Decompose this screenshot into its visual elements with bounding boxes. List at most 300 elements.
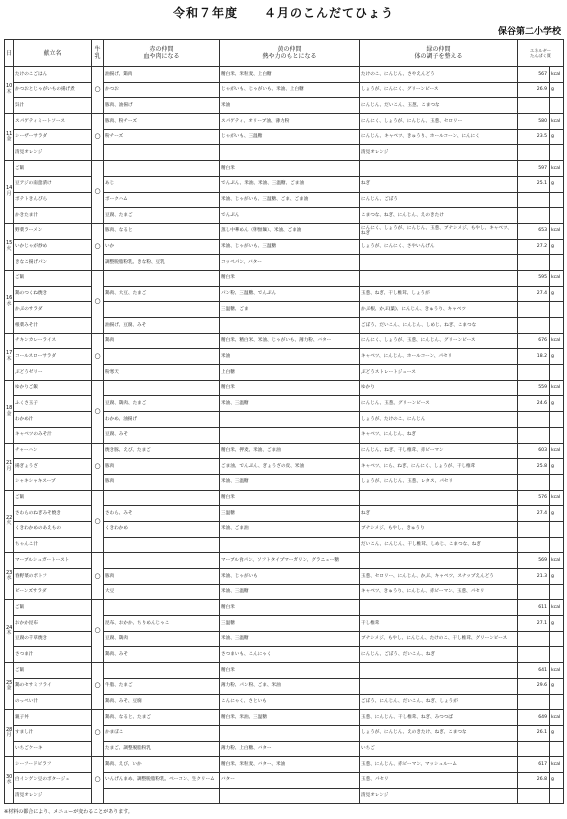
empty-cell xyxy=(518,647,550,663)
protein-unit: g xyxy=(550,286,564,302)
red-group: あじ xyxy=(104,176,220,192)
yellow-group: 精白米 xyxy=(220,270,360,286)
yellow-group: 蒸し中華めん（卵無麺）、米油、ごま油 xyxy=(220,223,360,239)
protein-value: 26.1 xyxy=(518,725,550,741)
protein-unit: g xyxy=(550,239,564,255)
day-cell: 18 金 xyxy=(5,380,14,443)
table-row xyxy=(5,208,564,224)
yellow-group: 上白糖 xyxy=(220,365,360,381)
red-group: 昆布、おかか、ちりめんじゃこ xyxy=(104,616,220,632)
yellow-group: 精白米、米粒麦、バター、米油 xyxy=(220,757,360,773)
green-group: しょうが、にんにく、グリーンピース xyxy=(360,82,518,98)
day-cell: 10 木 xyxy=(5,67,14,114)
green-group: 玉葱、にんじん、干し椎茸、ねぎ、みつつば xyxy=(360,710,518,726)
red-group xyxy=(104,380,220,396)
empty-cell xyxy=(518,365,550,381)
menu-name: スパゲティミートソース xyxy=(14,114,92,130)
green-group: かぶ根、かぶ(葉)、にんじん、きゅうり、キャベツ xyxy=(360,302,518,318)
empty-cell xyxy=(550,694,564,710)
empty-cell xyxy=(550,318,564,334)
day-cell: 22 火 xyxy=(5,490,14,553)
red-group: いか xyxy=(104,239,220,255)
empty-cell xyxy=(518,694,550,710)
table-row xyxy=(5,741,564,757)
empty-cell xyxy=(518,318,550,334)
menu-name: ふくさ玉子 xyxy=(14,396,92,412)
red-group: 鶏肉、なると、たまご xyxy=(104,710,220,726)
menu-name: ちゃんこ汁 xyxy=(14,537,92,553)
red-group: ポークハム xyxy=(104,192,220,208)
day-cell: 11 金 xyxy=(5,114,14,161)
protein-unit: g xyxy=(550,176,564,192)
menu-name: いちごケーキ xyxy=(14,741,92,757)
menu-name: ご飯 xyxy=(14,490,92,506)
menu-name: かぶのサラダ xyxy=(14,302,92,318)
yellow-group: でんぷん、米油、米油、三温糖、ごま油 xyxy=(220,176,360,192)
yellow-group xyxy=(220,725,360,741)
empty-cell xyxy=(550,208,564,224)
table-row xyxy=(5,380,564,396)
protein-unit: g xyxy=(550,459,564,475)
menu-name: 野菜ラーメン xyxy=(14,223,92,239)
menu-name: チャーハン xyxy=(14,443,92,459)
menu-name: きなこ揚げパン xyxy=(14,255,92,271)
green-group: にんじん、ごぼう、だいこん、ねぎ xyxy=(360,647,518,663)
green-group: いちご xyxy=(360,741,518,757)
protein-value: 27.4 xyxy=(518,506,550,522)
milk-mark: ○ xyxy=(92,600,104,663)
header-yellow: 黄の仲間 熱や力のもとになる xyxy=(220,40,360,67)
energy-value: 617 xyxy=(518,757,550,773)
yellow-group: 三温糖 xyxy=(220,616,360,632)
red-group: 豆腐、鶏肉、たまご xyxy=(104,396,220,412)
milk-mark: ○ xyxy=(92,490,104,553)
day-cell: 15 火 xyxy=(5,223,14,270)
yellow-group: 精白米、米油、三温糖 xyxy=(220,710,360,726)
protein-value: 29.6 xyxy=(518,678,550,694)
green-group: こまつな、ねぎ、にんじん、えのきたけ xyxy=(360,208,518,224)
energy-unit: kcal xyxy=(550,161,564,177)
energy-value: 597 xyxy=(518,161,550,177)
menu-name: キャベツのみそ汁 xyxy=(14,427,92,443)
menu-name: すまし汁 xyxy=(14,725,92,741)
red-group: 油揚げ、豆腐、みそ xyxy=(104,318,220,334)
table-row xyxy=(5,506,564,522)
menu-name: ご飯 xyxy=(14,600,92,616)
yellow-group: 米油、三温糖 xyxy=(220,631,360,647)
milk-mark: ○ xyxy=(92,710,104,757)
milk-mark: ○ xyxy=(92,663,104,710)
green-group xyxy=(360,161,518,177)
table-row xyxy=(5,318,564,334)
milk-mark: ○ xyxy=(92,270,104,333)
yellow-group: 精白米 xyxy=(220,663,360,679)
empty-cell xyxy=(518,98,550,114)
protein-value: 23.5 xyxy=(518,129,550,145)
table-row xyxy=(5,631,564,647)
yellow-group xyxy=(220,537,360,553)
energy-value: 559 xyxy=(518,380,550,396)
green-group: にんにく、しょうが、にんじん、玉葱、セロリー xyxy=(360,114,518,130)
red-group: 焼き豚、えび、たまご xyxy=(104,443,220,459)
milk-mark: ○ xyxy=(92,114,104,161)
yellow-group: パン粉、三温糖、でんぷん xyxy=(220,286,360,302)
menu-name: 親子丼 xyxy=(14,710,92,726)
menu-table xyxy=(4,39,564,804)
table-row xyxy=(5,663,564,679)
milk-mark: ○ xyxy=(92,333,104,380)
empty-cell xyxy=(550,145,564,161)
yellow-group: 精白米 xyxy=(220,161,360,177)
energy-unit: kcal xyxy=(550,600,564,616)
day-cell: 17 木 xyxy=(5,333,14,380)
green-group: 玉葱、にんじん、赤ピーマン、マッシュルーム xyxy=(360,757,518,773)
empty-cell xyxy=(518,474,550,490)
green-group: ゆかり xyxy=(360,380,518,396)
table-row xyxy=(5,129,564,145)
green-group: 玉葱、ねぎ、干し椎茸、しょうが xyxy=(360,286,518,302)
red-group xyxy=(104,302,220,318)
table-row xyxy=(5,553,564,569)
table-row xyxy=(5,443,564,459)
header-milk: 牛乳 xyxy=(92,40,104,67)
energy-unit: kcal xyxy=(550,223,564,239)
empty-cell xyxy=(550,788,564,804)
menu-name: 清見オレンジ xyxy=(14,145,92,161)
energy-value: 649 xyxy=(518,710,550,726)
yellow-group: 精白米、押麦、米油、ごま油 xyxy=(220,443,360,459)
green-group: キャベツ、にら、ねぎ、にんにく、しょうが、干し椎茸 xyxy=(360,459,518,475)
green-group: にんじん、キャベツ、きゅうり、ホールコーン、にんにく xyxy=(360,129,518,145)
table-row xyxy=(5,710,564,726)
menu-body xyxy=(5,67,564,804)
red-group: 鶏肉、えび、いか xyxy=(104,757,220,773)
table-row xyxy=(5,333,564,349)
yellow-group: じゃがいも、三温糖 xyxy=(220,129,360,145)
protein-unit: g xyxy=(550,725,564,741)
empty-cell xyxy=(518,631,550,647)
yellow-group: じゃがいも、じゃがいも、米油、上白糖 xyxy=(220,82,360,98)
menu-name: シャキシャキスープ xyxy=(14,474,92,490)
table-row xyxy=(5,474,564,490)
green-group: ごぼう、にんじん、だいこん、ねぎ、しょうが xyxy=(360,694,518,710)
table-row xyxy=(5,412,564,428)
red-group xyxy=(104,161,220,177)
energy-value: 580 xyxy=(518,114,550,130)
day-cell: 23 水 xyxy=(5,553,14,600)
menu-name: わかめ汁 xyxy=(14,412,92,428)
green-group: たけのこ、にんじん、さやえんどう xyxy=(360,67,518,83)
table-row xyxy=(5,678,564,694)
protein-unit: g xyxy=(550,616,564,632)
energy-value: 611 xyxy=(518,600,550,616)
milk-mark: ○ xyxy=(92,553,104,600)
red-group: 豆腐、たまご xyxy=(104,208,220,224)
table-row xyxy=(5,757,564,773)
header-energy: エネルギー たんぱく質 xyxy=(518,40,564,67)
yellow-group: 米油、じゃがいも xyxy=(220,569,360,585)
red-group: 調整脱脂粉乳、きな粉、豆乳 xyxy=(104,255,220,271)
green-group: 玉葱、パセリ xyxy=(360,772,518,788)
empty-cell xyxy=(518,537,550,553)
yellow-group: でんぷん xyxy=(220,208,360,224)
energy-unit: kcal xyxy=(550,67,564,83)
table-row xyxy=(5,286,564,302)
menu-name: シーザーサラダ xyxy=(14,129,92,145)
empty-cell xyxy=(550,584,564,600)
table-row xyxy=(5,584,564,600)
yellow-group: スパゲティ、オリーブ油、薄力粉 xyxy=(220,114,360,130)
green-group: しょうが、にんにく、さやいんげん xyxy=(360,239,518,255)
red-group: 粉チーズ xyxy=(104,129,220,145)
green-group: ブナシメジ、もやし、にんじん、たけのこ、干し椎茸、グリーンピース xyxy=(360,631,518,647)
menu-name: いかじゃが炒め xyxy=(14,239,92,255)
day-cell: 24 木 xyxy=(5,600,14,663)
green-group: ぶどうストレートジュース xyxy=(360,365,518,381)
yellow-group: こんにゃく、さといも xyxy=(220,694,360,710)
menu-name: たけのこごはん xyxy=(14,67,92,83)
energy-unit: kcal xyxy=(550,114,564,130)
menu-name: ぶどうゼリー xyxy=(14,365,92,381)
table-row xyxy=(5,725,564,741)
protein-unit: g xyxy=(550,678,564,694)
header-day: 日 xyxy=(5,40,14,67)
green-group xyxy=(360,663,518,679)
menu-name: ポテトきんぴら xyxy=(14,192,92,208)
table-row xyxy=(5,537,564,553)
energy-value: 653 xyxy=(518,223,550,239)
yellow-group xyxy=(220,427,360,443)
energy-value: 641 xyxy=(518,663,550,679)
empty-cell xyxy=(550,365,564,381)
energy-unit: kcal xyxy=(550,757,564,773)
header-green: 緑の仲間 体の調子を整える xyxy=(360,40,518,67)
red-group: 豆腐、鶏肉 xyxy=(104,631,220,647)
menu-name: 春野菜のポトフ xyxy=(14,569,92,585)
table-row xyxy=(5,145,564,161)
empty-cell xyxy=(550,98,564,114)
table-row xyxy=(5,176,564,192)
yellow-group xyxy=(220,145,360,161)
green-group: ねぎ xyxy=(360,176,518,192)
empty-cell xyxy=(518,192,550,208)
empty-cell xyxy=(518,302,550,318)
table-row xyxy=(5,396,564,412)
empty-cell xyxy=(518,427,550,443)
empty-cell xyxy=(550,647,564,663)
milk-mark: ○ xyxy=(92,443,104,490)
header-menu: 献立名 xyxy=(14,40,92,67)
empty-cell xyxy=(550,412,564,428)
green-group xyxy=(360,270,518,286)
green-group: にんじん、ねぎ、干し椎茸、赤ピーマン xyxy=(360,443,518,459)
green-group: 玉葱、セロリー、にんじん、かぶ、キャベツ、スナップえんどう xyxy=(360,569,518,585)
table-row xyxy=(5,239,564,255)
menu-name: 鶏のつくね焼き xyxy=(14,286,92,302)
empty-cell xyxy=(550,537,564,553)
red-group: かまぼこ xyxy=(104,725,220,741)
energy-unit: kcal xyxy=(550,490,564,506)
table-row xyxy=(5,161,564,177)
table-row xyxy=(5,255,564,271)
yellow-group: 三温糖 xyxy=(220,506,360,522)
green-group: にんじん、だいこん、玉葱、こまつな xyxy=(360,98,518,114)
protein-value: 18.2 xyxy=(518,349,550,365)
empty-cell xyxy=(550,521,564,537)
empty-cell xyxy=(550,192,564,208)
table-row xyxy=(5,569,564,585)
yellow-group: 精白米 xyxy=(220,600,360,616)
red-group: 豚肉、油揚げ xyxy=(104,98,220,114)
yellow-group: 米油 xyxy=(220,349,360,365)
red-group: いんげんまめ、調整脱脂粉乳、ベーコン、生クリーム xyxy=(104,772,220,788)
red-group: 豚肉、なると xyxy=(104,223,220,239)
red-group xyxy=(104,349,220,365)
table-row xyxy=(5,490,564,506)
energy-value: 576 xyxy=(518,490,550,506)
red-group: 牛脂、たまご xyxy=(104,678,220,694)
yellow-group: コッペパン、バター xyxy=(220,255,360,271)
page-title: 令和７年度 ４月のこんだてひょう xyxy=(172,6,394,20)
protein-unit: g xyxy=(550,569,564,585)
empty-cell xyxy=(518,145,550,161)
energy-unit: kcal xyxy=(550,663,564,679)
energy-value: 567 xyxy=(518,67,550,83)
table-row xyxy=(5,302,564,318)
menu-name: ご飯 xyxy=(14,161,92,177)
energy-value: 595 xyxy=(518,270,550,286)
day-cell: 25 金 xyxy=(5,663,14,710)
menu-name: さつま汁 xyxy=(14,647,92,663)
green-group: キャベツ、きゅうり、にんじん、赤ピーマン、玉葱、パセリ xyxy=(360,584,518,600)
green-group: キャベツ、にんじん、ホールコーン、パセリ xyxy=(360,349,518,365)
menu-name: 根菜みそ汁 xyxy=(14,318,92,334)
protein-value: 26.8 xyxy=(518,772,550,788)
empty-cell xyxy=(550,427,564,443)
red-group: 鶏肉、みそ xyxy=(104,647,220,663)
energy-unit: kcal xyxy=(550,553,564,569)
milk-mark: ○ xyxy=(92,67,104,114)
table-row xyxy=(5,114,564,130)
menu-name: チキンカレーライス xyxy=(14,333,92,349)
red-group: 豚肉 xyxy=(104,569,220,585)
table-row xyxy=(5,616,564,632)
yellow-group: 薄力粉、パン粉、ごま、米油 xyxy=(220,678,360,694)
menu-name: かきたま汁 xyxy=(14,208,92,224)
protein-unit: g xyxy=(550,82,564,98)
yellow-group: 米油、三温糖 xyxy=(220,584,360,600)
menu-name: かつおとじゃがいもの揚げ煮 xyxy=(14,82,92,98)
yellow-group: 精白米、米粒麦、上白糖 xyxy=(220,67,360,83)
yellow-group: 精白米 xyxy=(220,490,360,506)
day-cell: 28 月 xyxy=(5,710,14,757)
yellow-group: 三温糖、ごま xyxy=(220,302,360,318)
menu-name: くきわかめのあえもの xyxy=(14,521,92,537)
yellow-group xyxy=(220,788,360,804)
yellow-group: さつまいも、こんにゃく xyxy=(220,647,360,663)
red-group: 鶏肉、みそ、豆腐 xyxy=(104,694,220,710)
table-row xyxy=(5,521,564,537)
menu-name: おかか昆布 xyxy=(14,616,92,632)
red-group: 油揚げ、鶏肉 xyxy=(104,67,220,83)
energy-unit: kcal xyxy=(550,710,564,726)
green-group: ねぎ xyxy=(360,506,518,522)
table-row xyxy=(5,694,564,710)
red-group: 豚肉 xyxy=(104,459,220,475)
milk-mark: ○ xyxy=(92,223,104,270)
school-name: 保谷第二小学校 xyxy=(497,27,561,37)
empty-cell xyxy=(518,741,550,757)
protein-unit: g xyxy=(550,349,564,365)
empty-cell xyxy=(550,741,564,757)
red-group xyxy=(104,663,220,679)
header-row xyxy=(5,40,564,67)
red-group xyxy=(104,270,220,286)
red-group xyxy=(104,537,220,553)
protein-value: 25.1 xyxy=(518,176,550,192)
green-group: ブナシメジ、もやし、きゅうり xyxy=(360,521,518,537)
header-red: 赤の仲間 血や肉になる xyxy=(104,40,220,67)
footnote: ※材料の都合により、メニューが変わることがあります。 xyxy=(4,809,133,815)
green-group: しょうが、にんじん、えのきたけ、ねぎ、こまつな xyxy=(360,725,518,741)
yellow-group: 薄力粉、上白糖、バター xyxy=(220,741,360,757)
green-group xyxy=(360,490,518,506)
yellow-group: マーブル食パン、ソフトタイプマーガリン、グラニュー糖 xyxy=(220,553,360,569)
protein-value: 21.3 xyxy=(518,569,550,585)
red-group: 豆腐、みそ xyxy=(104,427,220,443)
empty-cell xyxy=(518,208,550,224)
menu-name: シーフードピラフ xyxy=(14,757,92,773)
table-row xyxy=(5,192,564,208)
yellow-group: ごま油、でんぷん、ぎょうざの皮、米油 xyxy=(220,459,360,475)
red-group: くきわかめ xyxy=(104,521,220,537)
menu-name: ご飯 xyxy=(14,270,92,286)
energy-unit: kcal xyxy=(550,333,564,349)
green-group: 清見オレンジ xyxy=(360,145,518,161)
menu-name: 豆腐の千草焼き xyxy=(14,631,92,647)
yellow-group: バター xyxy=(220,772,360,788)
green-group: にんにく、しょうが、にんじん、玉葱、ブナシメジ、もやし、キャベツ、ねぎ xyxy=(360,223,518,239)
empty-cell xyxy=(518,788,550,804)
protein-unit: g xyxy=(550,772,564,788)
green-group xyxy=(360,678,518,694)
empty-cell xyxy=(518,521,550,537)
milk-mark: ○ xyxy=(92,161,104,224)
day-cell: 14 月 xyxy=(5,161,14,224)
table-row xyxy=(5,98,564,114)
table-row xyxy=(5,223,564,239)
yellow-group: 米油 xyxy=(220,98,360,114)
table-row xyxy=(5,427,564,443)
red-group: 豚肉 xyxy=(104,474,220,490)
red-group xyxy=(104,553,220,569)
yellow-group xyxy=(220,412,360,428)
menu-name: コールスローサラダ xyxy=(14,349,92,365)
green-group: キャベツ、にんじん、ねぎ xyxy=(360,427,518,443)
menu-name: 呉汁 xyxy=(14,98,92,114)
milk-mark: ○ xyxy=(92,757,104,804)
green-group xyxy=(360,553,518,569)
green-group: にんじん、ごぼう xyxy=(360,192,518,208)
empty-cell xyxy=(550,474,564,490)
energy-value: 569 xyxy=(518,553,550,569)
red-group: かつお xyxy=(104,82,220,98)
table-row xyxy=(5,772,564,788)
green-group: だいこん、にんじん、干し椎茸、しめじ、こまつな、ねぎ xyxy=(360,537,518,553)
protein-unit: g xyxy=(550,396,564,412)
yellow-group: 米油、三温糖 xyxy=(220,396,360,412)
protein-value: 27.4 xyxy=(518,286,550,302)
